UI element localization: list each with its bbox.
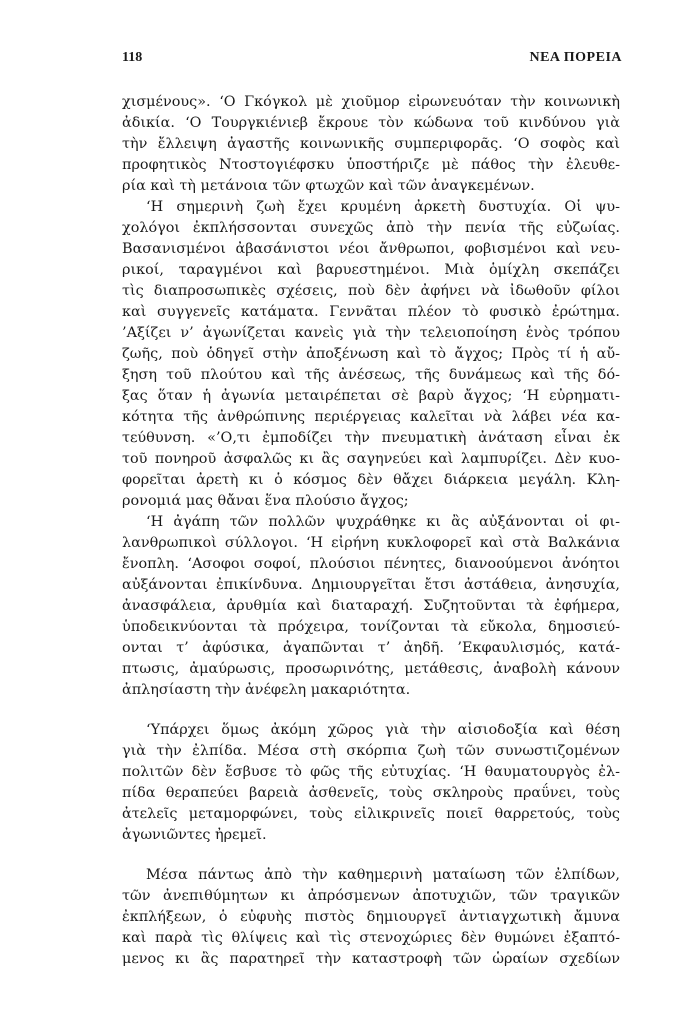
text-line: ’Αξίζει ν’ ἀγωνίζεται κανεὶς γιὰ τὴν τελειοποίηση ἑνὸς τρόπου bbox=[122, 325, 620, 341]
paragraph bbox=[122, 720, 620, 846]
paragraph bbox=[122, 92, 620, 197]
text-line: ὑποδεικνύονται τὰ πρόχειρα, τονίζονται τὰ εὔκολα, δημοσιεύ- bbox=[122, 619, 620, 635]
text-line: τεύθυνση. «’Ο,τι ἐμποδίζει τὴν πνευματικὴ ἀνάταση εἶναι ἐκ bbox=[122, 430, 620, 446]
text-line: ξηση τοῦ πλούτου καὶ τῆς ἀνέσεως, τῆς δυνάμεως καὶ τῆς δό- bbox=[122, 367, 620, 383]
text-line: μενος κι ἂς παρατηρεῖ τὴν καταστροφὴ τῶν ὡραίων σχεδίων bbox=[122, 951, 620, 967]
text-line: ἀγωνιῶντες ἠρεμεῖ. bbox=[122, 827, 267, 843]
paragraph bbox=[122, 197, 620, 512]
page-header bbox=[122, 50, 622, 72]
text-line: κότητα τῆς ἀνθρώπινης περιέργειας καλεῖται νὰ λάβει νέα κα- bbox=[122, 409, 620, 425]
text-line: ρικοί, ταραγμένοι καὶ βαρυεστημένοι. Μιὰ ὁμίχλη σκεπάζει bbox=[122, 262, 620, 278]
body-text bbox=[122, 92, 620, 970]
text-line: ἀτελεῖς μεταμορφώνει, τοὺς εἰλικρινεῖς ποιεῖ θαρρετούς, τοὺς bbox=[122, 806, 620, 822]
text-line: ζωῆς, ποὺ ὁδηγεῖ στὴν ἀποξένωση καὶ τὸ ἄγχος; Πρὸς τί ἡ αὔ- bbox=[122, 346, 620, 362]
text-line: ξας ὅταν ἡ ἀγωνία μεταιρέπεται σὲ βαρὺ ἄγχος; ‘Η εὐρηματι- bbox=[122, 388, 620, 404]
text-line: ἐκπλήξεων, ὁ εὐφυὴς πιστὸς δημιουργεῖ ἀντιαγχωτικὴ ἄμυνα bbox=[122, 909, 620, 925]
text-line: ρία καὶ τὴ μετάνοια τῶν φτωχῶν καὶ τῶν ἀναγκεμένων. bbox=[122, 178, 535, 194]
text-line: χισμένους». ‘Ο Γκόγκολ μὲ χιοῦμορ εἰρωνευόταν τὴν κοινωνικὴ bbox=[122, 94, 620, 110]
text-line: ἀπλησίαστη τὴν ἀνέφελη μακαριότητα. bbox=[122, 682, 411, 698]
text-line: ρονομιά μας θἄναι ἕνα πλούσιο ἄγχος; bbox=[122, 493, 409, 509]
text-line: ἀδικία. ‘Ο Τουργκιένιεβ ἔκρουε τὸν κώδωνα τοῦ κινδύνου γιὰ bbox=[122, 115, 620, 131]
text-line: πολιτῶν δὲν ἔσβυσε τὸ φῶς τῆς εὐτυχίας. ‘Η θαυματουργὸς ἐλ- bbox=[122, 764, 620, 780]
text-line: ἔνοπλη. ‘Ασοφοι σοφοί, πλούσιοι πένητες, διανοούμενοι ἀνόητοι bbox=[122, 556, 620, 572]
text-line: τὶς διαπροσωπικὲς σχέσεις, ποὺ δὲν ἀφήνει νὰ ἰδωθοῦν φίλοι bbox=[122, 283, 620, 299]
text-line: ‘Υπάρχει ὅμως ἀκόμη χῶρος γιὰ τὴν αἰσιοδοξία καὶ θέση bbox=[146, 722, 620, 738]
text-line: πτωσις, ἀμαύρωσις, προσωρινότης, μετάθεσις, ἀναβολὴ κάνουν bbox=[122, 661, 620, 677]
text-line: καὶ συγγενεῖς κατάματα. Γεννᾶται πλέον τὸ φυσικὸ ἐρώτημα. bbox=[122, 304, 620, 320]
text-line: γιὰ τὴν ἐλπίδα. Μέσα στὴ σκόρπια ζωὴ τῶν συνωστιζομένων bbox=[122, 743, 620, 759]
text-line: λανθρωπικοὶ σύλλογοι. ‘Η εἰρήνη κυκλοφορεῖ καὶ στὰ Βαλκάνια bbox=[122, 535, 620, 551]
text-line: ‘Η ἀγάπη τῶν πολλῶν ψυχράθηκε κι ἂς αὐξάνονται οἱ φι- bbox=[146, 514, 620, 530]
text-line: προφητικὸς Ντοστογιέφσκυ ὑποστήριζε μὲ πάθος τὴν ἐλευθε- bbox=[122, 157, 620, 173]
text-line: ‘Η σημερινὴ ζωὴ ἔχει κρυμένη ἀρκετὴ δυστυχία. Οἱ ψυ- bbox=[146, 199, 620, 215]
paragraph bbox=[122, 512, 620, 701]
paragraph-spacer bbox=[122, 701, 620, 720]
text-line: καὶ παρὰ τὶς θλίψεις καὶ τὶς στενοχώριες δὲν θυμώνει ἐξαπτό- bbox=[122, 930, 620, 946]
paragraph-spacer bbox=[122, 846, 620, 865]
paragraph bbox=[122, 865, 620, 970]
text-line: τῶν ἀνεπιθύμητων κι ἀπρόσμενων ἀποτυχιῶν, τῶν τραγικῶν bbox=[122, 888, 620, 904]
text-line: ἀνασφάλεια, ἀρυθμία καὶ διαταραχή. Συζητοῦνται τὰ ἐφήμερα, bbox=[122, 598, 620, 614]
text-line: πίδα θεραπεύει βαρειὰ ἀσθενεῖς, τοὺς σκληροὺς πραΰνει, τοὺς bbox=[122, 785, 620, 801]
text-line: φορεῖται ἀρετὴ κι ὁ κόσμος δὲν θἄχει διάρκεια μεγάλη. Κλη- bbox=[122, 472, 620, 488]
text-line: τοῦ πονηροῦ ἀσφαλῶς κι ἂς σαγηνεύει καὶ λαμπυρίζει. Δὲν κυο- bbox=[122, 451, 620, 467]
text-line: αὐξάνονται ἐπικίνδυνα. Δημιουργεῖται ἔτσι ἀστάθεια, ἀνησυχία, bbox=[122, 577, 620, 593]
running-title: ΝΕΑ ΠΟΡΕΙΑ bbox=[529, 50, 622, 65]
text-line: Βασανισμένοι ἀβασάνιστοι νέοι ἄνθρωποι, φοβισμένοι καὶ νευ- bbox=[122, 241, 620, 257]
text-line: ονται τ’ ἀφύσικα, ἀγαπῶνται τ’ ἀηδῆ. ’Εκφαυλισμός, κατά- bbox=[122, 640, 620, 656]
text-line: τὴν ἔλλειψη ἀγαστῆς κοινωνικῆς συμπεριφορᾶς. ‘Ο σοφὸς καὶ bbox=[122, 136, 620, 152]
text-line: Μέσα πάντως ἀπὸ τὴν καθημερινὴ ματαίωση τῶν ἐλπίδων, bbox=[146, 867, 620, 883]
text-line: χολόγοι ἐκπλήσσονται συνεχῶς ἀπὸ τὴν πενία τῆς εὐζωίας. bbox=[122, 220, 620, 236]
page-number: 118 bbox=[122, 50, 143, 65]
